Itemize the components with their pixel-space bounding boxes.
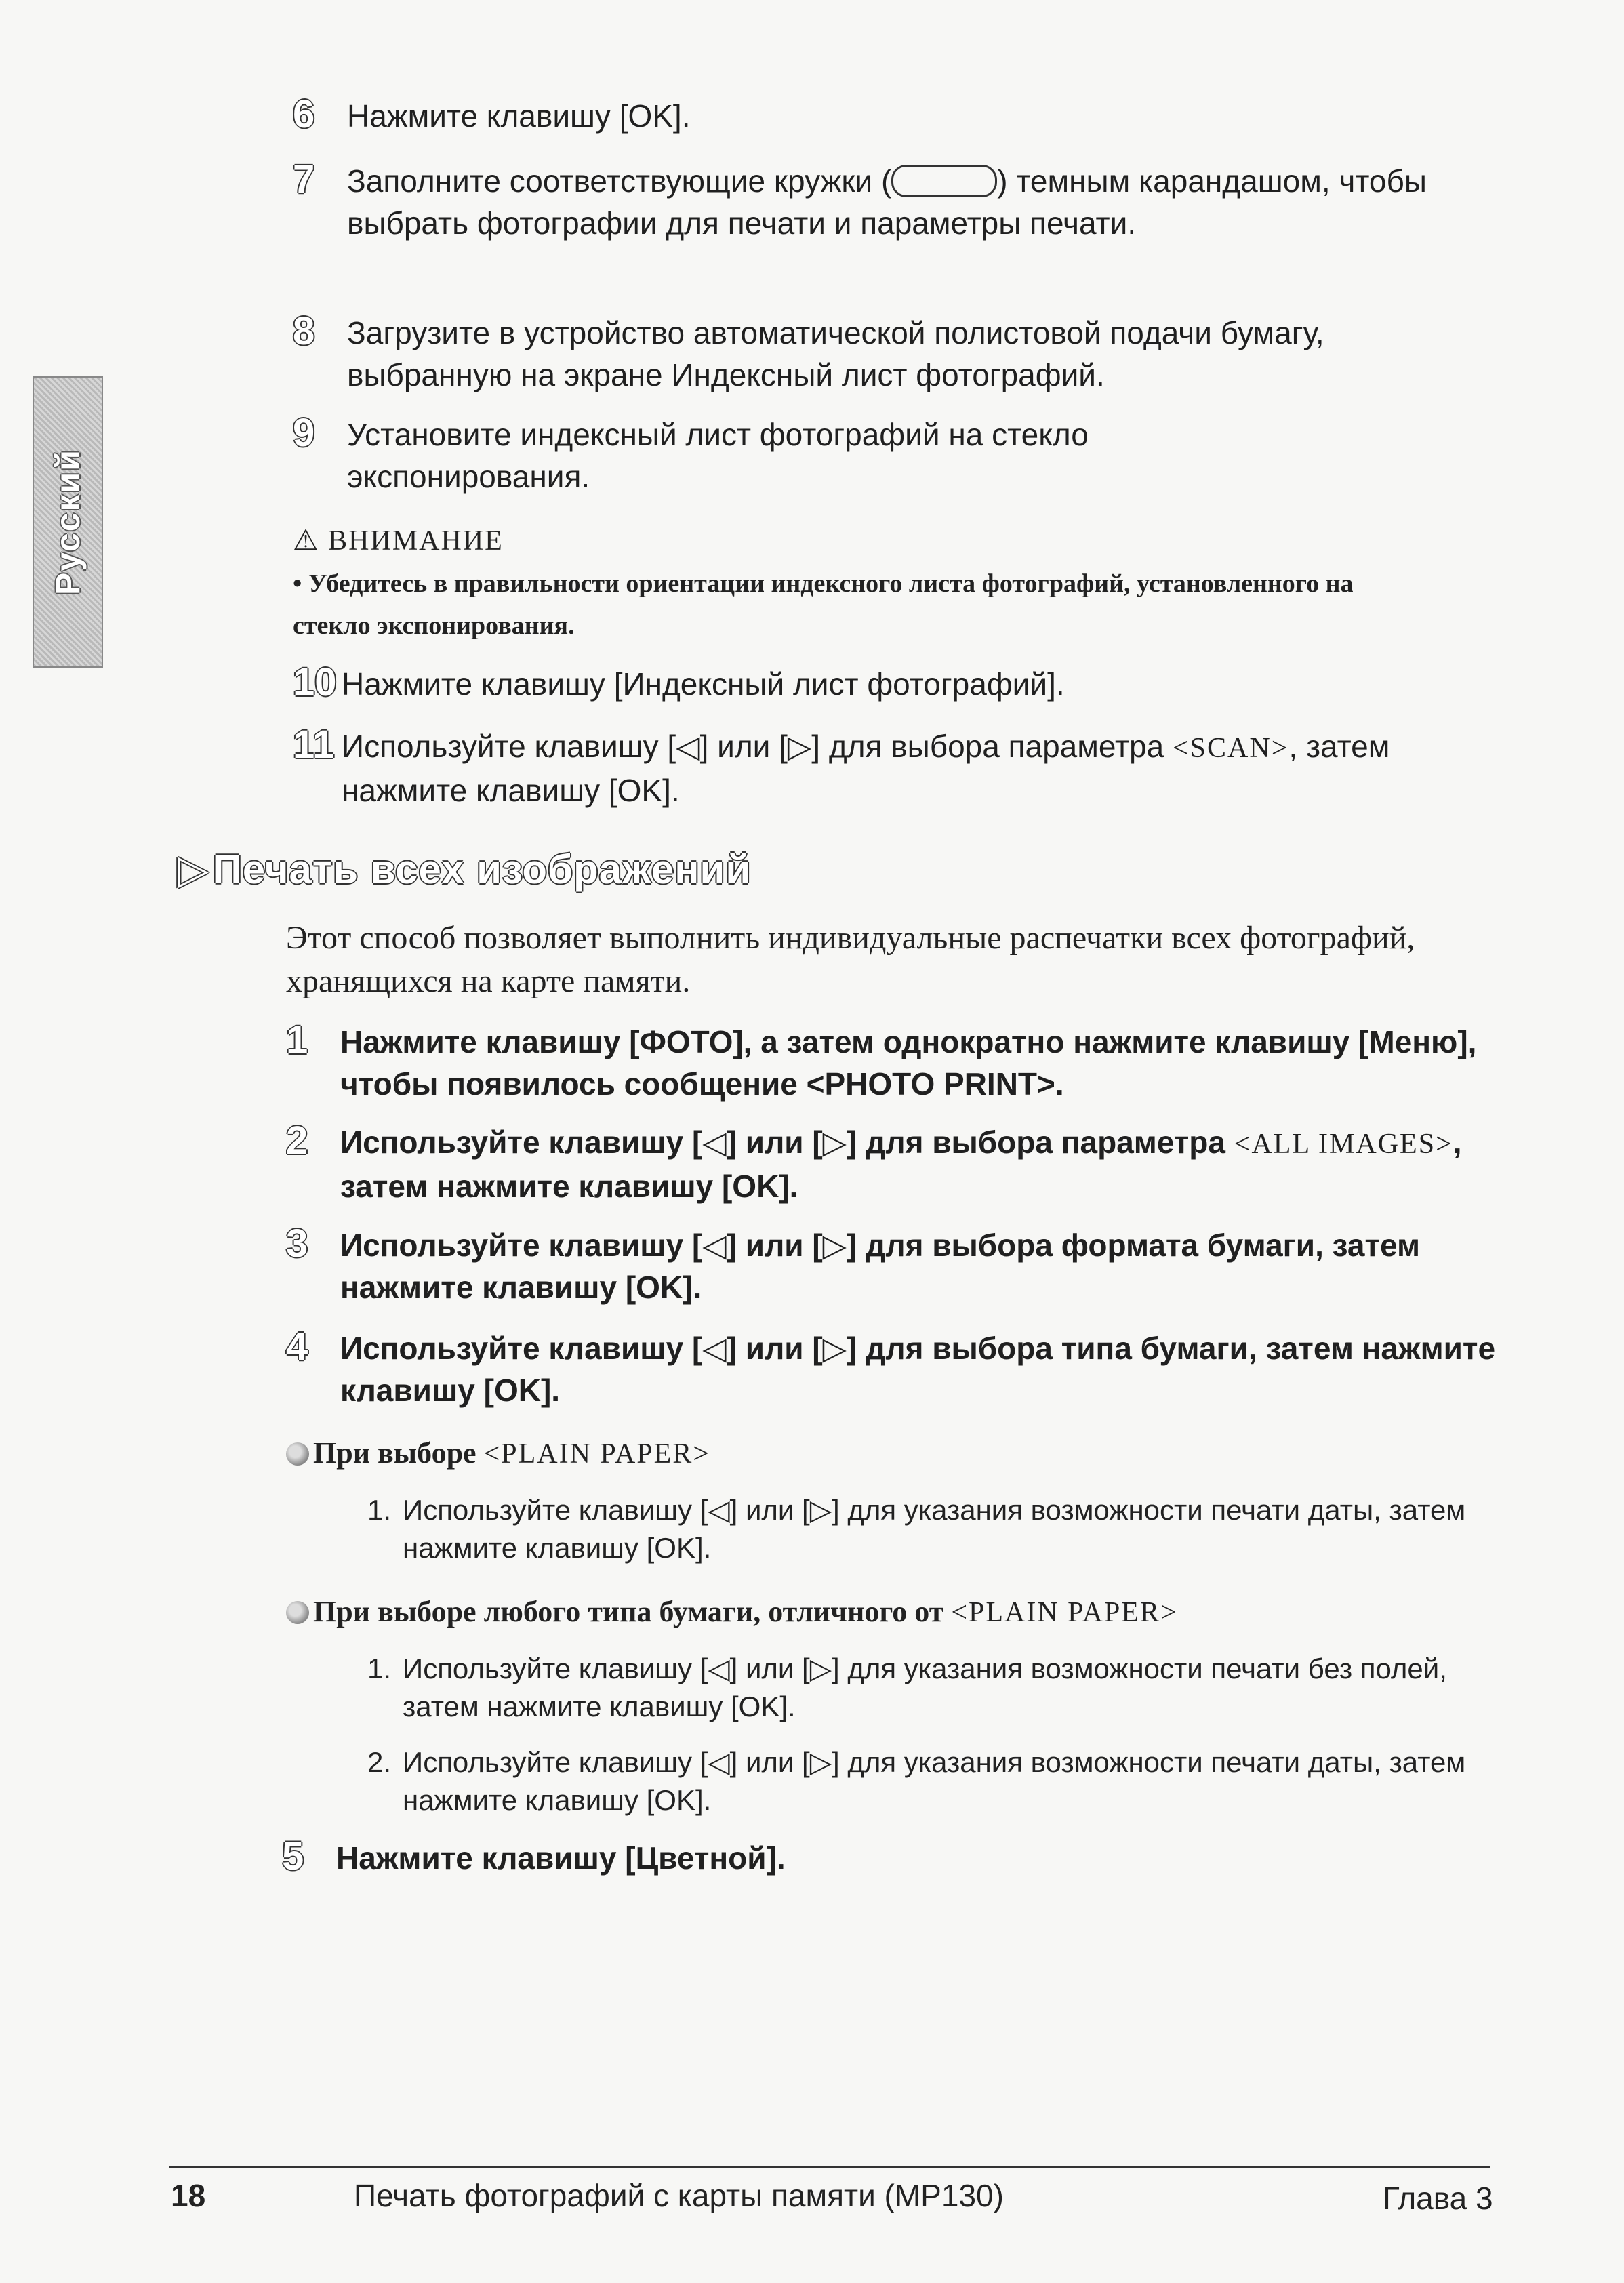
step-number: 8 [293,309,315,353]
caution-text: • Убедитесь в правильности ориентации индексного листа фотографий, установленного на стекло экспонирования. [293,569,1354,640]
condition-plain-paper: При выборе <PLAIN PAPER> [286,1436,1506,1470]
step-number: 10 [293,660,337,704]
side-tab-label: Русский [49,448,87,596]
step-text: Нажмите клавишу [OK]. [347,98,691,134]
step-9 [293,413,1513,498]
step-number: 3 [286,1221,308,1266]
sub-step: 2. Используйте клавишу [◁] или [▷] для указания возможности печати даты, затем нажмите клавишу [OK]. [367,1746,1466,1816]
section-step-4 [286,1327,1520,1411]
footer-chapter: Глава 3 [1383,2181,1493,2216]
sub-step: 1. Используйте клавишу [◁] или [▷] для указания возможности печати даты, затем нажмите клавишу [OK]. [367,1494,1466,1564]
section-step-2 [286,1118,1520,1207]
step-text: Загрузите в устройство автоматической полистовой подачи бумагу, выбранную на экране Индексный лист фотографий. [347,315,1324,392]
step-number: 4 [286,1325,308,1369]
step-11 [293,725,1513,811]
step-number: 2 [286,1118,308,1163]
step-number: 11 [293,723,335,767]
step-7 [293,157,1513,244]
page-number: 18 [171,2178,206,2213]
step-number: 7 [293,157,315,201]
caution-title: ⚠ ВНИМАНИЕ [293,525,504,557]
condition-other-paper: При выборе любого типа бумаги, отличного от <PLAIN PAPER> [286,1594,1506,1629]
footer-divider [169,2166,1490,2168]
step-text: Установите индексный лист фотографий на стекло экспонирования. [347,417,1089,494]
section-title: Печать всех изображений [212,847,752,892]
fill-circle-icon [891,165,997,197]
step-number: 9 [293,411,315,455]
step-text: Нажмите клавишу [Индексный лист фотографий]. [342,666,1065,702]
step-6 [293,92,1513,137]
step-number: 1 [286,1018,308,1062]
step-number: 6 [293,92,315,136]
section-step-1 [286,1018,1520,1105]
section-intro: Этот способ позволяет выполнить индивидуальные распечатки всех фотографий, хранящихся на карте памяти. [286,920,1415,999]
step-text: Используйте клавишу [◁] или [▷] для выбора параметра <ALL IMAGES>, затем нажмите клавишу [OK]. [340,1125,1462,1204]
step-text: Используйте клавишу [◁] или [▷] для выбора формата бумаги, затем нажмите клавишу [OK]. [340,1228,1421,1305]
step-text: Нажмите клавишу [ФОТО], а затем однократно нажмите клавишу [Меню], чтобы появилось сообщение <PHOTO PRINT>. [340,1024,1477,1102]
step-8 [293,309,1513,396]
section-step-5 [282,1834,1502,1879]
step-text: Используйте клавишу [◁] или [▷] для выбора типа бумаги, затем нажмите клавишу [OK]. [340,1331,1496,1408]
bullet-icon [286,1442,309,1466]
step-text: Нажмите клавишу [Цветной]. [336,1840,786,1876]
language-side-tab [33,376,103,668]
section-heading [178,846,1465,893]
step-text: Используйте клавишу [◁] или [▷] для выбора параметра <SCAN>, затем нажмите клавишу [OK]. [342,729,1390,808]
sub-step: 1. Используйте клавишу [◁] или [▷] для указания возможности печати без полей, затем нажмите клавишу [OK]. [367,1653,1447,1722]
footer-title: Печать фотографий с карты памяти (MP130) [354,2178,1004,2213]
section-step-3 [286,1221,1520,1308]
arrow-right-icon: ▷ [178,847,210,892]
warning-triangle-icon: ⚠ [293,525,320,557]
step-text: Заполните соответствующие кружки ( ) темным карандашом, чтобы выбрать фотографии для печати и параметры печати. [347,163,1427,241]
step-10 [293,660,1513,705]
bullet-icon [286,1601,309,1624]
caution-block [293,523,1513,647]
step-number: 5 [282,1834,304,1878]
